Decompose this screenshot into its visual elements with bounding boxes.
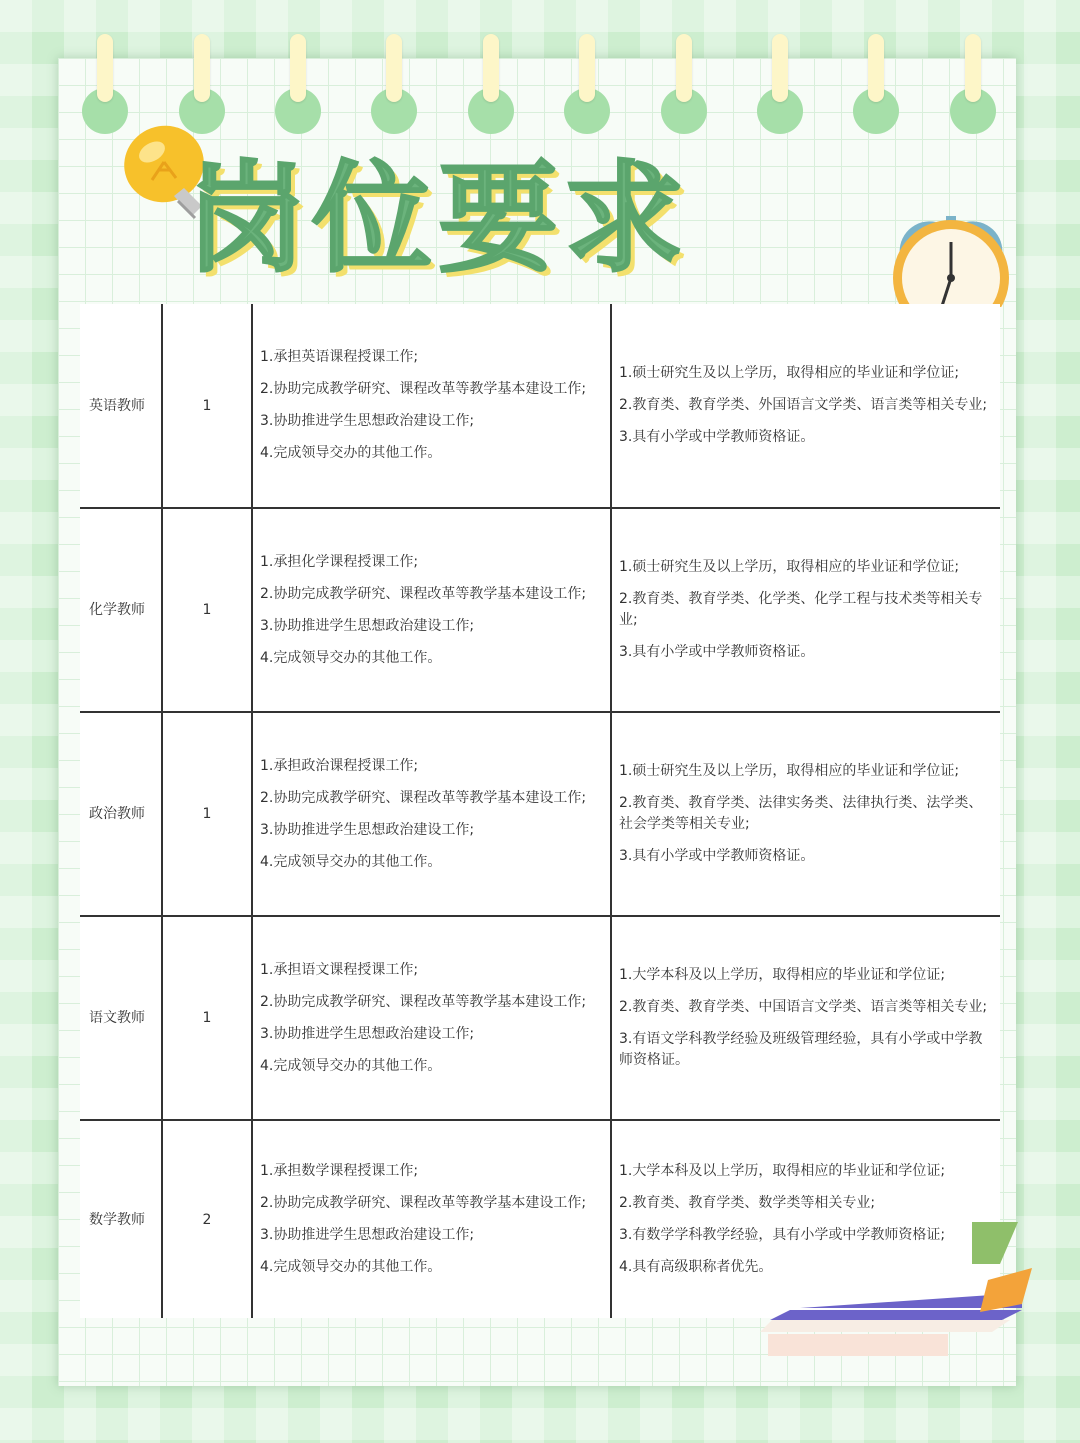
count-cell: 1: [162, 508, 252, 712]
requirement-line: 3.具有小学或中学教师资格证。: [619, 644, 815, 660]
duty-line: 4.完成领导交办的其他工作。: [260, 649, 442, 666]
position-cell: 政治教师: [80, 712, 162, 916]
requirement-line: 1.大学本科及以上学历，取得相应的毕业证和学位证;: [619, 1163, 946, 1179]
table-body: [80, 304, 1000, 1318]
table-row: [80, 508, 1000, 712]
position-cell: 英语教师: [89, 397, 145, 414]
count-cell: 2: [162, 1120, 252, 1318]
duty-line: 2.协助完成教学研究、课程改革等教学基本建设工作;: [260, 993, 587, 1010]
duty-line: 1.承担数学课程授课工作;: [260, 1163, 419, 1179]
requirement-line: 4.具有高级职称者优先。: [619, 1259, 773, 1275]
duty-line: 4.完成领导交办的其他工作。: [260, 445, 442, 461]
duty-line: 3.协助推进学生思想政治建设工作;: [260, 1227, 475, 1243]
requirement-line: 2.教育类、教育学类、数学类等相关专业;: [619, 1195, 876, 1211]
requirement-line: 2.教育类、教育学类、法律实务类、法律执行类、法学类、社会学类等相关专业;: [619, 795, 983, 832]
duty-line: 1.承担英语课程授课工作;: [260, 349, 419, 365]
books-icon: [740, 1216, 1040, 1366]
binder-ring-tab: [676, 34, 692, 102]
requirement-line: 1.大学本科及以上学历，取得相应的毕业证和学位证;: [619, 967, 946, 983]
binder-ring-tab: [290, 34, 306, 102]
requirements-cell: [611, 712, 1000, 916]
duty-line: 3.协助推进学生思想政治建设工作;: [260, 821, 475, 838]
duties-cell: [252, 1120, 611, 1318]
duties-cell: [252, 508, 611, 712]
duty-line: 4.完成领导交办的其他工作。: [260, 1259, 442, 1275]
alarm-clock-icon: [886, 212, 1016, 307]
binder-ring-tab: [386, 34, 402, 102]
requirement-line: 1.硕士研究生及以上学历，取得相应的毕业证和学位证;: [619, 763, 960, 779]
binder-ring-tab: [483, 34, 499, 102]
position-cell: 数学教师: [80, 1120, 162, 1318]
requirement-line: 2.教育类、教育学类、化学类、化学工程与技术类等相关专业;: [619, 591, 983, 628]
page-title: 岗位要求: [186, 150, 690, 289]
duty-line: 3.协助推进学生思想政治建设工作;: [260, 617, 475, 634]
duty-line: 4.完成领导交办的其他工作。: [260, 1057, 442, 1074]
requirements-cell: [611, 916, 1000, 1120]
requirements-cell: [611, 304, 1000, 508]
duty-line: 3.协助推进学生思想政治建设工作;: [260, 413, 475, 429]
duty-line: 2.协助完成教学研究、课程改革等教学基本建设工作;: [260, 381, 587, 397]
binder-ring-tab: [97, 34, 113, 102]
requirement-line: 2.教育类、教育学类、中国语言文学类、语言类等相关专业;: [619, 999, 988, 1015]
job-requirements-table: [80, 304, 1000, 1318]
requirement-line: 3.有语文学科教学经验及班级管理经验，具有小学或中学教师资格证。: [619, 1031, 983, 1068]
duty-line: 1.承担化学课程授课工作;: [260, 553, 419, 570]
duty-line: 4.完成领导交办的其他工作。: [260, 853, 442, 870]
count-cell: 1: [162, 916, 252, 1120]
table-row: [80, 712, 1000, 916]
binder-ring-tab: [194, 34, 210, 102]
requirement-line: 3.具有小学或中学教师资格证。: [619, 848, 815, 864]
duty-line: 2.协助完成教学研究、课程改革等教学基本建设工作;: [260, 1195, 587, 1211]
binder-ring-tab: [868, 34, 884, 102]
binder-ring-tab: [772, 34, 788, 102]
duties-cell: [252, 916, 611, 1120]
binder-ring-tab: [965, 34, 981, 102]
duty-line: 2.协助完成教学研究、课程改革等教学基本建设工作;: [260, 789, 587, 806]
position-cell: 语文教师: [80, 916, 162, 1120]
binder-ring-tab: [579, 34, 595, 102]
duties-cell: [252, 304, 611, 508]
count-cell: 1: [162, 712, 252, 916]
table-row: [80, 304, 1000, 508]
count-cell: 1: [162, 304, 252, 508]
requirement-line: 3.有数学学科教学经验，具有小学或中学教师资格证;: [619, 1227, 946, 1243]
duty-line: 1.承担语文课程授课工作;: [260, 961, 419, 978]
duty-line: 1.承担政治课程授课工作;: [260, 757, 419, 774]
duty-line: 3.协助推进学生思想政治建设工作;: [260, 1025, 475, 1042]
position-cell: 化学教师: [80, 508, 162, 712]
requirement-line: 1.硕士研究生及以上学历，取得相应的毕业证和学位证;: [619, 365, 960, 381]
duties-cell: [252, 712, 611, 916]
requirements-cell: [611, 508, 1000, 712]
requirement-line: 1.硕士研究生及以上学历，取得相应的毕业证和学位证;: [619, 559, 960, 575]
requirement-line: 3.具有小学或中学教师资格证。: [619, 429, 815, 445]
duty-line: 2.协助完成教学研究、课程改革等教学基本建设工作;: [260, 585, 587, 602]
requirement-line: 2.教育类、教育学类、外国语言文学类、语言类等相关专业;: [619, 397, 988, 413]
table-row: [80, 916, 1000, 1120]
